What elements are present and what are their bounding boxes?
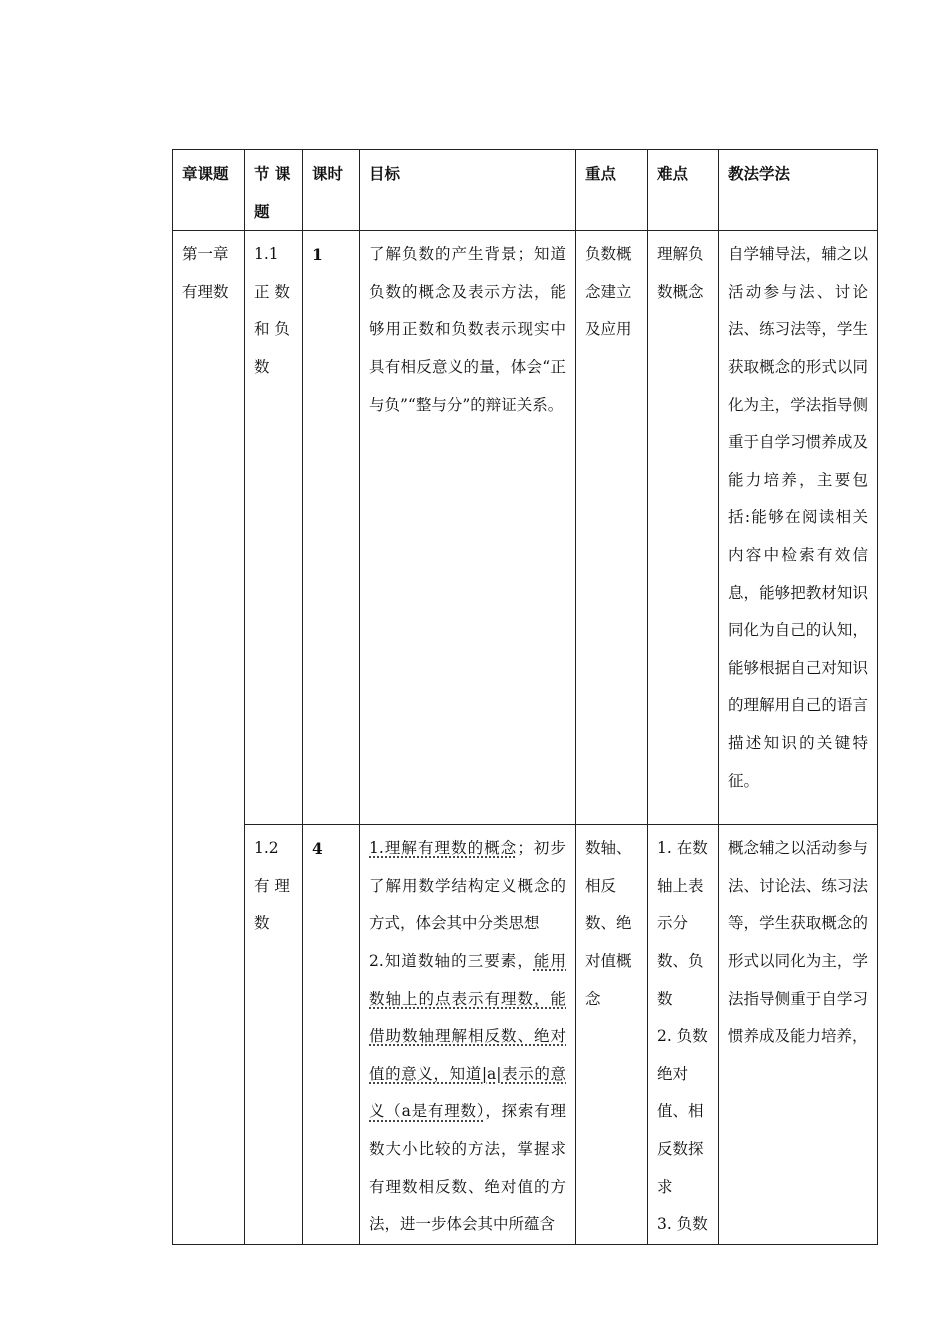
header-method: 教法学法 <box>719 150 878 231</box>
header-section: 节 课 题 <box>245 150 303 231</box>
hours-cell: 4 <box>303 825 360 1245</box>
method-cell: 概念辅之以活动参与法、讨论法、练习法等，学生获取概念的形式以同化为主，学法指导侧重于自学习惯养成及能力培养， <box>719 825 878 1245</box>
goal-emphasis: 能用数轴上的点表示有理数，能借助数轴理解相反数、绝对值的意义，知道|a|表示的意义（a是有理数） <box>369 951 566 1121</box>
method-cell: 自学辅导法，辅之以活动参与法、讨论法、练习法等，学生获取概念的形式以同化为主，学法指导侧重于自学习惯养成及能力培养，主要包括:能够在阅读相关内容中检索有效信息，能够把教材知识同化为自己的认知，能够根据自己对知识的理解用自己的语言描述知识的关键特征。 <box>719 231 878 825</box>
difficulty-line: 1. 在数轴上表示分数、负数 <box>657 839 708 1008</box>
goal-text: ，探索有理数大小比较的方法，掌握求有理数相反数、绝对值的方法，进一步体会其中所蕴含 <box>369 1102 566 1234</box>
header-hours: 课时 <box>303 150 360 231</box>
goal-text: 2.知道数轴的三要素， <box>369 951 534 970</box>
key-point-cell: 数轴、相反数、绝对值概念 <box>576 825 648 1245</box>
difficulty-cell: 理解负数概念 <box>648 231 719 825</box>
header-goal: 目标 <box>360 150 576 231</box>
goal-emphasis: 1.理解有理数的概念 <box>369 839 518 858</box>
goal-cell <box>360 825 576 1245</box>
difficulty-line: 2. 负数绝对值、相反数探求 <box>657 1027 708 1196</box>
difficulty-line: 3. 负数 <box>657 1215 708 1234</box>
section-cell: 1.2 有 理 数 <box>245 825 303 1245</box>
goal-cell: 了解负数的产生背景；知道负数的概念及表示方法，能够用正数和负数表示现实中具有相反意义的量，体会“正与负”“整与分”的辩证关系。 <box>360 231 576 825</box>
difficulty-cell <box>648 825 719 1245</box>
key-point-cell: 负数概念建立及应用 <box>576 231 648 825</box>
table-row <box>173 231 878 825</box>
section-cell: 1.1 正 数 和 负 数 <box>245 231 303 825</box>
header-key-point: 重点 <box>576 150 648 231</box>
hours-cell: 1 <box>303 231 360 825</box>
table-row <box>173 825 878 1245</box>
header-row <box>173 150 878 231</box>
lesson-plan-table <box>172 149 878 1245</box>
goal-text: ；初步了解用数学结构定义概念的方式，体会其中分类思想 <box>369 839 566 933</box>
chapter-cell: 第一章有理数 <box>173 231 245 1245</box>
header-difficulty: 难点 <box>648 150 719 231</box>
header-chapter: 章课题 <box>173 150 245 231</box>
